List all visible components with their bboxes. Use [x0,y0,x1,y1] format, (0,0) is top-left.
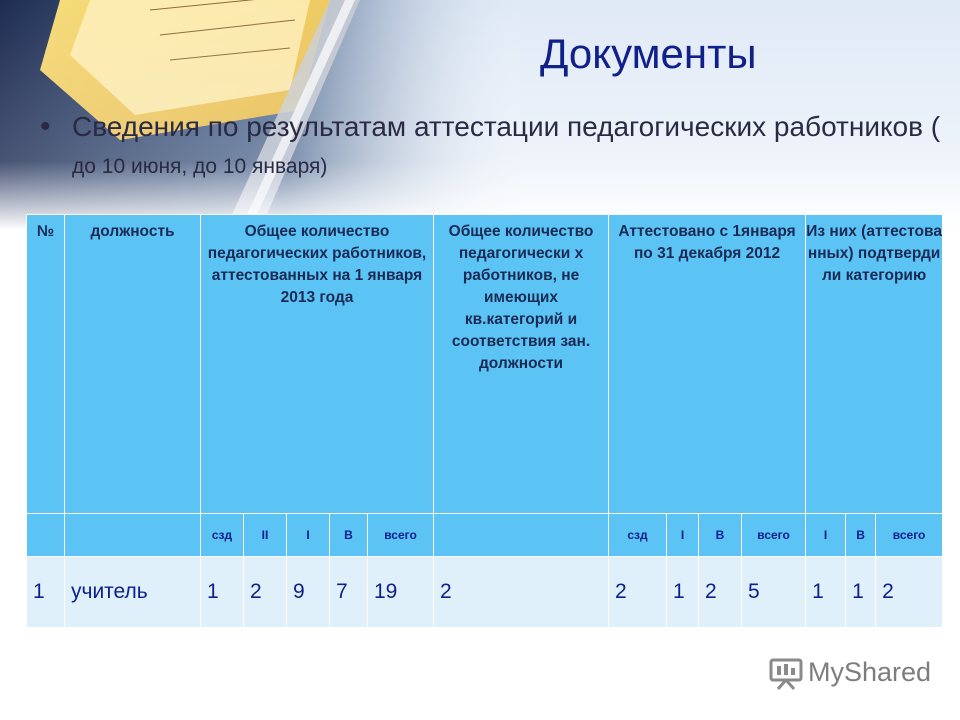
table-row [27,557,943,628]
header-cell-number: № [27,215,65,514]
subheader-cell: В [846,514,876,557]
bullet-deadline-text: до 10 июня, до 10 января) [72,155,328,178]
table-cell: 5 [742,557,806,628]
table-cell: 7 [330,557,368,628]
table-cell: 2 [699,557,742,628]
table-cell: учитель [65,557,201,628]
header-cell-confirmed-category: Из них (аттестова нных) подтверди ли категорию [806,215,943,514]
subheader-cell: В [699,514,742,557]
table-cell: 1 [806,557,846,628]
table-cell: 2 [434,557,609,628]
subheader-cell: всего [368,514,434,557]
table-cell: 2 [609,557,667,628]
table-cell: 1 [27,557,65,628]
subheader-cell: II [244,514,287,557]
header-cell-total-attested: Общее количество педагогических работников, аттестованных на 1 января 2013 года [201,215,434,514]
subheader-cell [434,514,609,557]
header-cell-without-category: Общее количество педагогически х работников, не имеющих кв.категорий и соответствия зан. должности [434,215,609,514]
table-cell: 2 [244,557,287,628]
presentation-board-icon [768,655,804,691]
subheader-cell: всего [742,514,806,557]
subheader-cell: I [806,514,846,557]
subheader-cell: всего [876,514,943,557]
subheader-cell: сзд [609,514,667,557]
table-cell: 1 [667,557,699,628]
header-cell-attested-2012: Аттестовано с 1января по 31 декабря 2012 [609,215,806,514]
subheader-cell: I [287,514,330,557]
logo-text: MyShared [808,657,932,687]
subheader-cell: сзд [201,514,244,557]
bullet-dot: • [40,110,51,143]
subheader-cell: I [667,514,699,557]
table-cell: 1 [201,557,244,628]
subheader-cell [65,514,201,557]
table-cell: 19 [368,557,434,628]
bullet-main-text: Сведения по результатам аттестации педагогических работников ( [72,111,941,142]
bullet-text [72,108,952,185]
attestation-table [26,214,943,628]
table-header-row [27,215,943,514]
table-cell: 2 [876,557,943,628]
table-cell: 9 [287,557,330,628]
table-cell: 1 [846,557,876,628]
header-cell-position: должность [65,215,201,514]
subheader-cell [27,514,65,557]
subheader-cell: В [330,514,368,557]
slide-title: Документы [540,30,757,77]
table-subheader-row [27,514,943,557]
